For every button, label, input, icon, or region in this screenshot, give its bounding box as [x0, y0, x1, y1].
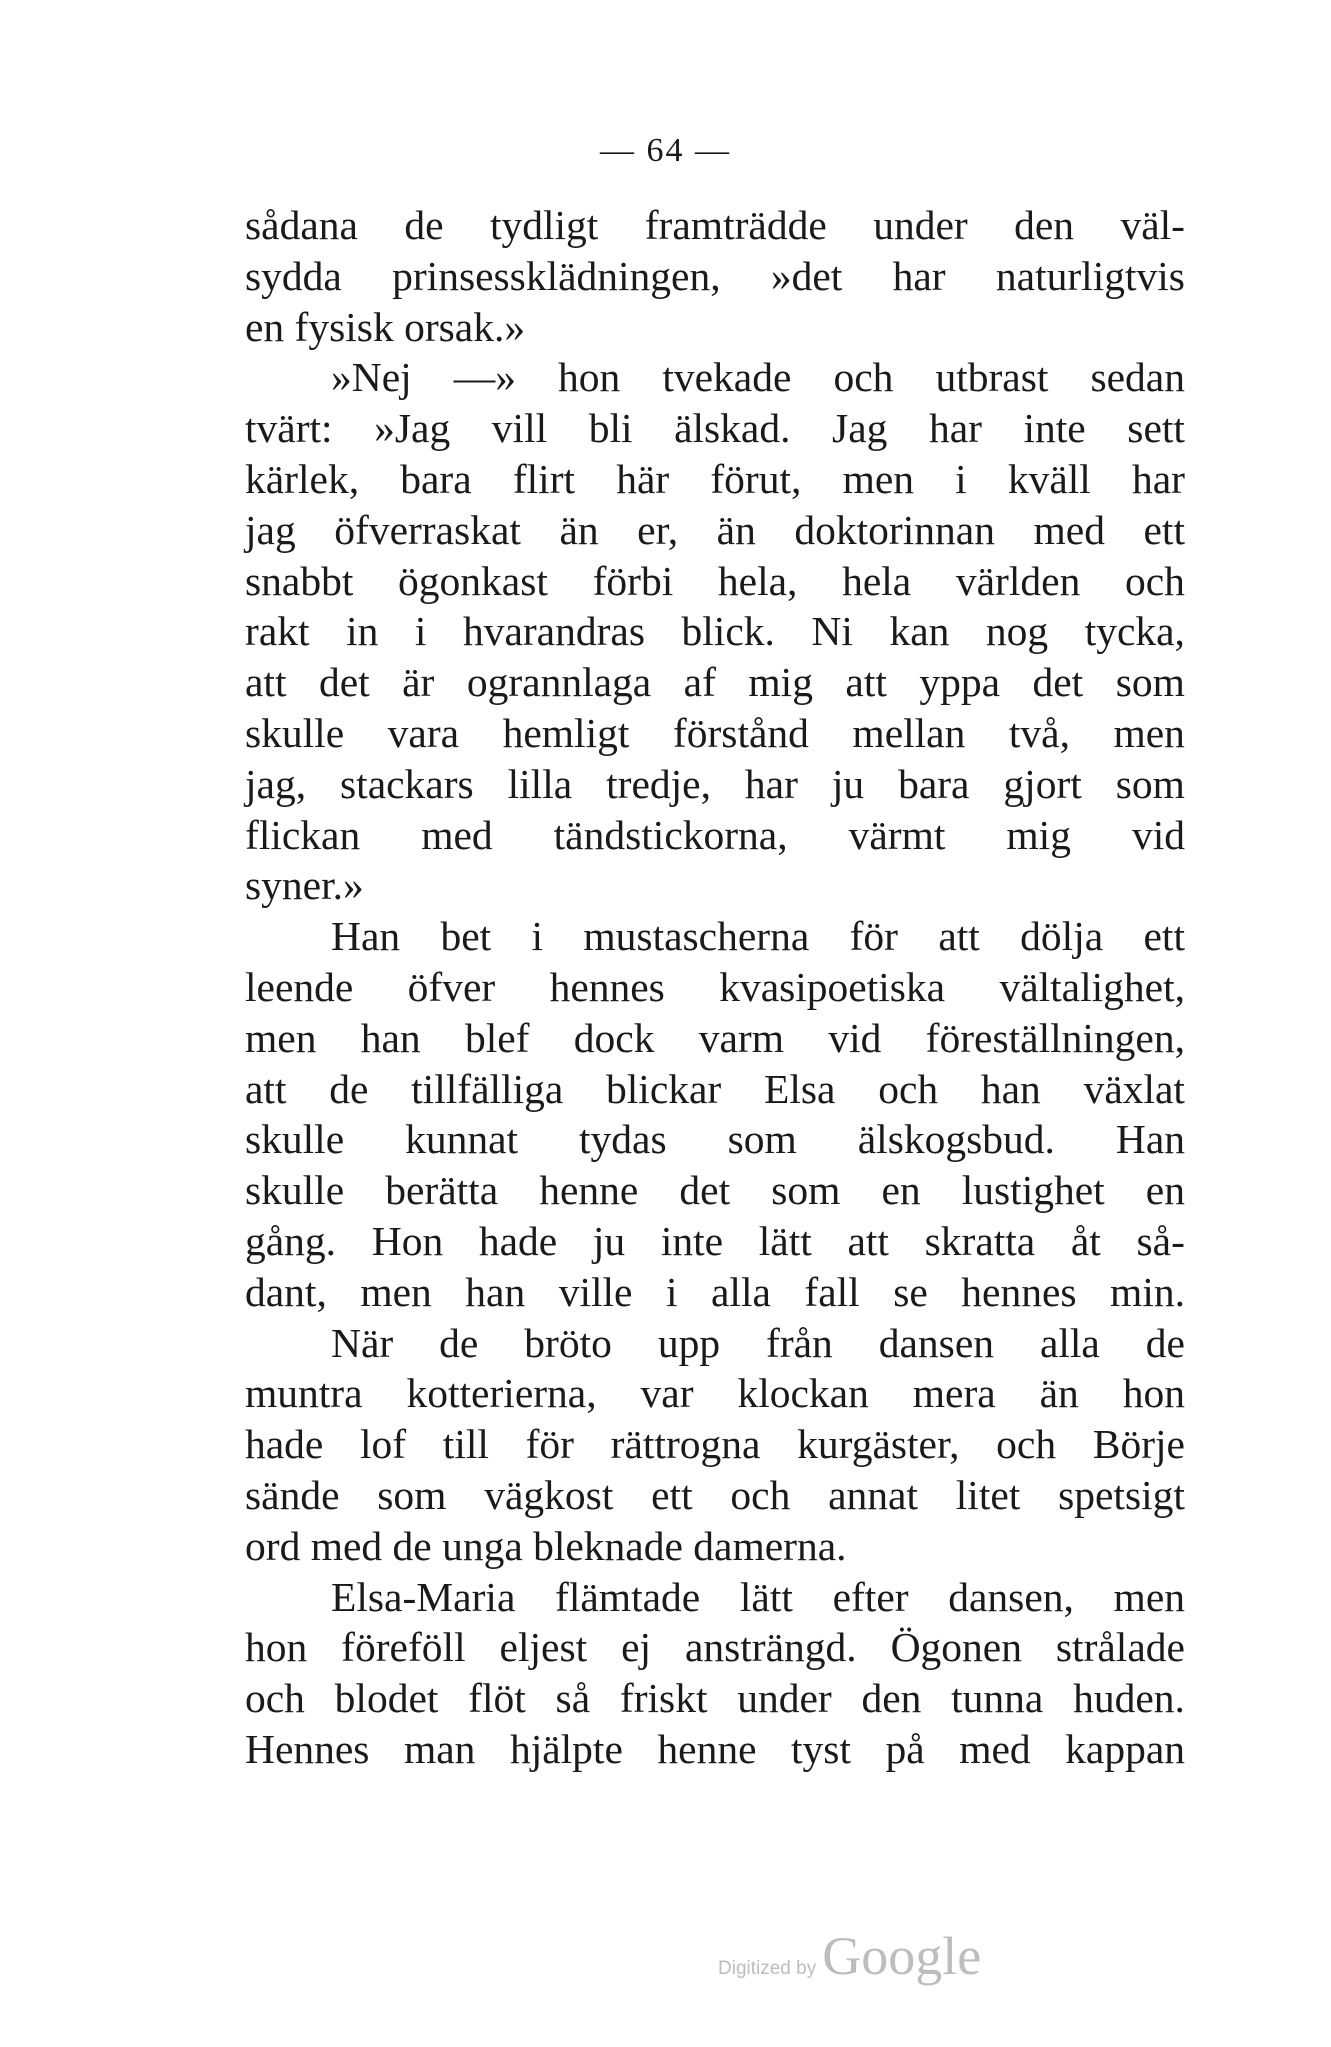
word: yppa — [919, 659, 1001, 706]
word: alla — [711, 1268, 771, 1315]
word: men — [1113, 1573, 1185, 1620]
word: hade — [478, 1217, 558, 1264]
word: ogrannlaga — [466, 659, 652, 706]
word: tyst — [791, 1725, 851, 1772]
word: och — [245, 1675, 305, 1722]
word: eljest — [499, 1624, 588, 1671]
word: dock — [573, 1014, 655, 1061]
word: än — [716, 506, 756, 553]
text-line-content: ord med de unga bleknade damerna. — [245, 1522, 847, 1569]
word: är — [402, 659, 435, 706]
word: två, — [1008, 709, 1070, 756]
word: men — [842, 455, 915, 502]
word: af — [683, 659, 716, 706]
word: hon — [245, 1624, 308, 1671]
word: hela, — [717, 557, 798, 604]
text-line — [245, 708, 1185, 759]
page-number: — 64 — — [600, 132, 731, 169]
word: så- — [1136, 1217, 1185, 1264]
word: »det — [770, 252, 843, 299]
word: har — [744, 760, 798, 807]
word: rakt — [245, 608, 310, 655]
word: tydligt — [489, 202, 599, 248]
word: Elsa — [764, 1065, 836, 1112]
word: för — [849, 913, 898, 960]
word: varm — [698, 1014, 785, 1061]
word: Elsa-Maria — [331, 1573, 516, 1620]
word: så — [555, 1675, 591, 1722]
text-line — [245, 1521, 1185, 1572]
word: dansen, — [948, 1573, 1074, 1620]
word: annat — [828, 1471, 918, 1518]
word: och — [833, 354, 894, 401]
word: min. — [1110, 1268, 1185, 1315]
word: spetsigt — [1058, 1471, 1185, 1518]
word: ett — [1143, 506, 1185, 553]
word: det — [1032, 659, 1084, 706]
word: han — [465, 1268, 526, 1315]
word: tvärt: — [245, 405, 333, 452]
word: alla — [1039, 1319, 1100, 1366]
word: friskt — [619, 1675, 708, 1722]
word: var — [640, 1370, 694, 1417]
word: men — [245, 1014, 317, 1061]
word: bet — [440, 913, 492, 960]
word: kotterierna, — [406, 1370, 597, 1417]
word: att — [845, 659, 887, 706]
word: än — [1039, 1370, 1079, 1417]
word: blickar — [606, 1065, 722, 1112]
word: han — [360, 1014, 421, 1061]
word: en — [1145, 1167, 1185, 1214]
word: kunnat — [405, 1116, 519, 1163]
word: värmt — [848, 811, 946, 858]
word: de — [404, 202, 444, 248]
word: hennes — [549, 963, 665, 1010]
word: hemligt — [502, 709, 630, 756]
text-line — [245, 403, 1185, 454]
word: tycka, — [1084, 608, 1185, 655]
text-line — [245, 200, 1185, 251]
word: sett — [1127, 405, 1185, 452]
word: skulle — [245, 1167, 345, 1214]
word: litet — [955, 1471, 1021, 1518]
word: se — [893, 1268, 928, 1315]
word: kväll — [1007, 455, 1091, 502]
watermark-prefix: Digitized by — [718, 1958, 817, 1979]
word: skulle — [245, 709, 345, 756]
word: de — [439, 1319, 479, 1366]
word: kärlek, — [245, 455, 360, 502]
word: han — [980, 1065, 1041, 1112]
word: leende — [245, 963, 354, 1010]
text-line — [245, 1673, 1185, 1724]
text-line — [245, 962, 1185, 1013]
word: ju — [831, 760, 865, 807]
word: muntra — [245, 1370, 363, 1417]
word: som — [1115, 659, 1185, 706]
word: hon — [558, 354, 621, 401]
word: jag, — [245, 760, 307, 807]
word: sydda — [245, 252, 342, 299]
word: kappan — [1065, 1725, 1185, 1772]
word: med — [421, 811, 493, 858]
word: har — [1132, 455, 1185, 502]
word: hon — [1122, 1370, 1185, 1417]
word: snabbt — [245, 557, 354, 604]
text-line — [245, 1470, 1185, 1521]
word: upp — [657, 1319, 721, 1366]
word: mustascherna — [583, 913, 810, 960]
word: hjälpte — [509, 1725, 623, 1772]
word: växlat — [1083, 1065, 1185, 1112]
word: här — [616, 455, 670, 502]
word: och — [996, 1421, 1057, 1468]
word: Han — [1115, 1116, 1185, 1163]
word: kvasipoetiska — [719, 963, 946, 1010]
word: ett — [1143, 913, 1185, 960]
word: Börje — [1092, 1421, 1185, 1468]
word: rättrogna — [610, 1421, 761, 1468]
word: skulle — [245, 1116, 345, 1163]
text-line — [245, 1267, 1185, 1318]
word: vältalighet, — [999, 963, 1185, 1010]
word: ansträngd. — [684, 1624, 857, 1671]
word: älskad. — [674, 405, 791, 452]
text-line — [245, 556, 1185, 607]
text-line — [245, 1318, 1185, 1369]
word: det — [679, 1167, 731, 1214]
word: mellan — [852, 709, 966, 756]
text-line — [245, 657, 1185, 708]
word: förbi — [592, 557, 674, 604]
word: ville — [558, 1268, 633, 1315]
text-line-content: en fysisk orsak.» — [245, 303, 526, 350]
word: tvekade — [662, 354, 792, 401]
word: och — [878, 1065, 939, 1112]
word: världen — [955, 557, 1081, 604]
word: lilla — [507, 760, 573, 807]
word: har — [928, 405, 982, 452]
word: skratta — [924, 1217, 1036, 1264]
text-line — [245, 302, 1185, 353]
word: men — [1113, 709, 1185, 756]
word: som — [727, 1116, 797, 1163]
word: det — [318, 659, 370, 706]
word: en — [881, 1167, 921, 1214]
word: tunna — [951, 1675, 1044, 1722]
word: Han — [331, 913, 401, 960]
word: inte — [1023, 405, 1086, 452]
word: dansen — [878, 1319, 994, 1366]
word: »Jag — [374, 405, 451, 452]
word: henne — [657, 1725, 757, 1772]
word: att — [245, 1065, 287, 1112]
word: Jag — [832, 405, 888, 452]
word: men — [360, 1268, 432, 1315]
text-line — [245, 454, 1185, 505]
word: doktorinnan — [794, 506, 995, 553]
text-line — [245, 810, 1185, 861]
word: och — [1125, 557, 1185, 604]
word: öfverraskat — [334, 506, 521, 553]
body-text — [245, 200, 1185, 1775]
word: tändstickorna, — [553, 811, 788, 858]
word: åt — [1070, 1217, 1101, 1264]
text-line — [245, 1368, 1185, 1419]
word: hennes — [961, 1268, 1077, 1315]
word: sände — [245, 1471, 340, 1518]
word: i — [414, 608, 427, 655]
word: stackars — [340, 760, 474, 807]
word: med — [959, 1725, 1031, 1772]
text-line — [245, 1572, 1185, 1623]
word: den — [1014, 202, 1075, 248]
text-line — [245, 1013, 1185, 1064]
word: blodet — [334, 1675, 439, 1722]
word: att — [938, 913, 980, 960]
word: sedan — [1090, 354, 1185, 401]
word: som — [377, 1471, 447, 1518]
text-line — [245, 860, 1185, 911]
word: bara — [898, 760, 970, 807]
word: Hennes — [245, 1725, 370, 1772]
word: jag — [245, 506, 296, 553]
word: än — [559, 506, 599, 553]
word: henne — [539, 1167, 639, 1214]
word: att — [847, 1217, 889, 1264]
word: blick. — [681, 608, 775, 655]
word: kan — [889, 608, 950, 655]
word: nog — [985, 608, 1049, 655]
text-line — [245, 1064, 1185, 1115]
word: inte — [660, 1217, 724, 1264]
word: lätt — [758, 1217, 812, 1264]
text-line — [245, 352, 1185, 403]
word: dölja — [1020, 913, 1104, 960]
word: tillfälliga — [411, 1065, 564, 1112]
word: föreställningen, — [925, 1014, 1185, 1061]
word: föreföll — [341, 1624, 466, 1671]
word: hade — [245, 1421, 324, 1468]
word: mera — [912, 1370, 996, 1417]
word: strålade — [1055, 1624, 1185, 1671]
word: i — [531, 913, 544, 960]
word: berätta — [385, 1167, 499, 1214]
word: naturligtvis — [995, 252, 1185, 299]
word: bröto — [524, 1319, 612, 1366]
word: öfver — [407, 963, 496, 1010]
word: ett — [651, 1471, 693, 1518]
text-line-content: syner.» — [245, 862, 364, 909]
word: vid — [1131, 811, 1185, 858]
word: Hon — [371, 1217, 444, 1264]
word: kurgäster, — [797, 1421, 960, 1468]
word: från — [766, 1319, 833, 1366]
word: ju — [592, 1217, 626, 1264]
word: flirt — [512, 455, 576, 502]
word: de — [329, 1065, 369, 1112]
text-line — [245, 1216, 1185, 1267]
word: med — [1033, 506, 1105, 553]
word: »Nej — [331, 354, 412, 401]
word: förut, — [710, 455, 802, 502]
word: under — [873, 202, 968, 248]
word: lätt — [739, 1573, 793, 1620]
word: vill — [491, 405, 548, 452]
word: i — [955, 455, 967, 502]
word: har — [892, 252, 946, 299]
word: under — [737, 1675, 832, 1722]
word: dant, — [245, 1268, 327, 1315]
word: huden. — [1073, 1675, 1185, 1722]
text-line — [245, 251, 1185, 302]
word: hela — [842, 557, 912, 604]
word: sådana — [245, 202, 358, 248]
text-line — [245, 911, 1185, 962]
text-line — [245, 1724, 1185, 1775]
word: bara — [400, 455, 472, 502]
word: i — [665, 1268, 678, 1315]
word: man — [403, 1725, 476, 1772]
word: flöt — [468, 1675, 526, 1722]
word: väl- — [1120, 202, 1185, 248]
word: framträdde — [644, 202, 827, 248]
word: mig — [748, 659, 813, 706]
word: vara — [387, 709, 460, 756]
word: förstånd — [672, 709, 809, 756]
text-line — [245, 1622, 1185, 1673]
word: den — [861, 1675, 922, 1722]
word: för — [525, 1421, 574, 1468]
word: tredje, — [606, 760, 711, 807]
word: Ögonen — [890, 1624, 1022, 1671]
word: flickan — [245, 811, 361, 858]
word: ej — [621, 1624, 652, 1671]
word: fall — [804, 1268, 860, 1315]
word: gjort — [1003, 760, 1082, 807]
word: lof — [360, 1421, 407, 1468]
word: mig — [1006, 811, 1071, 858]
word: utbrast — [935, 354, 1049, 401]
word: vägkost — [484, 1471, 614, 1518]
word: ögonkast — [398, 557, 548, 604]
word: som — [771, 1167, 841, 1214]
word: blef — [464, 1014, 530, 1061]
word: —» — [453, 354, 516, 401]
word: på — [885, 1725, 925, 1772]
word: lustighet — [961, 1167, 1105, 1214]
word: de — [1145, 1319, 1185, 1366]
word: prinsessklädningen, — [392, 252, 721, 299]
word: in — [346, 608, 379, 655]
word: att — [245, 659, 287, 706]
word: klockan — [737, 1370, 869, 1417]
word: vid — [828, 1014, 882, 1061]
word: som — [1115, 760, 1185, 807]
text-line — [245, 1114, 1185, 1165]
word: gång. — [245, 1217, 337, 1264]
word: Ni — [811, 608, 853, 655]
word: tydas — [579, 1116, 667, 1163]
text-line — [245, 606, 1185, 657]
watermark-logo: Google — [822, 1926, 982, 1986]
word: till — [442, 1421, 489, 1468]
text-line — [245, 1419, 1185, 1470]
word: När — [331, 1319, 394, 1366]
text-line — [245, 505, 1185, 556]
word: hvarandras — [462, 608, 645, 655]
word: älskogsbud. — [857, 1116, 1055, 1163]
word: bli — [588, 405, 633, 452]
text-line — [245, 759, 1185, 810]
digitization-watermark — [718, 1925, 981, 1987]
word: flämtade — [555, 1573, 701, 1620]
text-line — [245, 1165, 1185, 1216]
word: efter — [832, 1573, 909, 1620]
word: er, — [637, 506, 679, 553]
word: och — [730, 1471, 791, 1518]
